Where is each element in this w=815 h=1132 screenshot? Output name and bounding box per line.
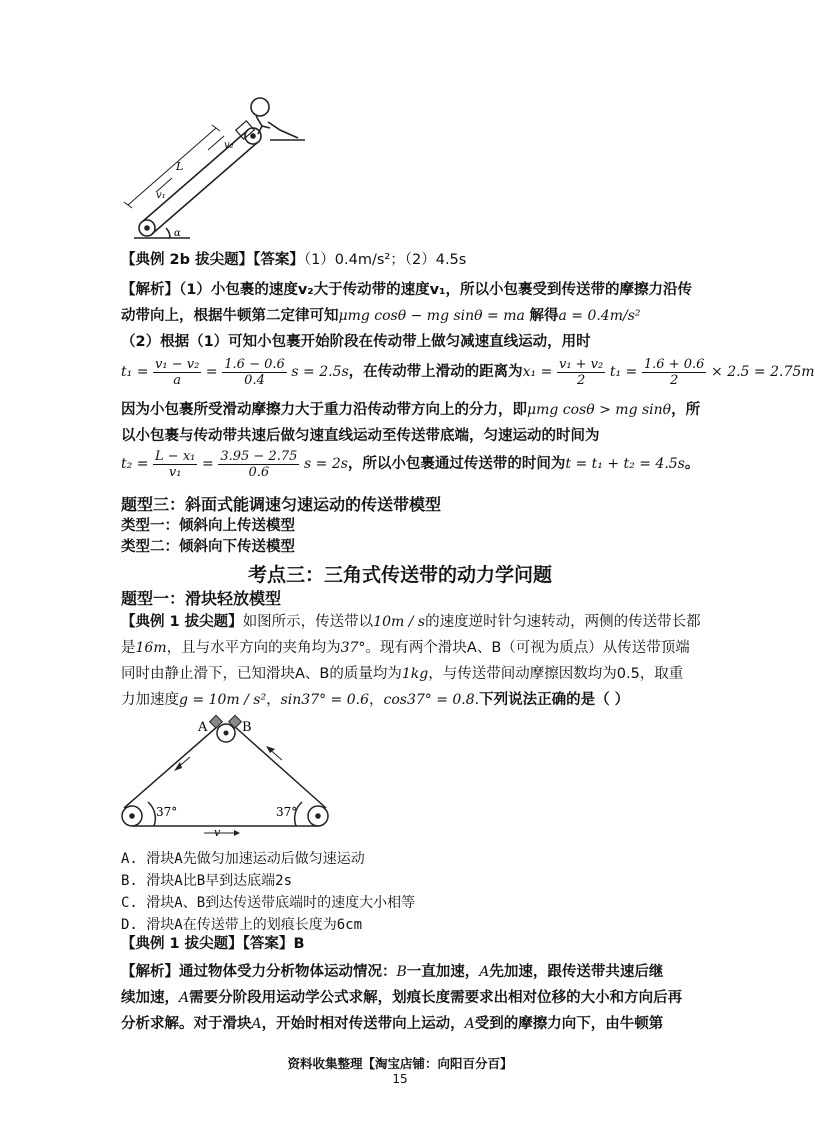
fig1-label-v2: v₂ — [224, 140, 234, 151]
types3-title: 题型三：斜面式能调速匀速运动的传送带模型 — [121, 495, 442, 514]
sol2b-frac4 — [642, 357, 707, 388]
k3-title: 考点三：三角式传送带的动力学问题 — [247, 564, 552, 586]
fig2-label-v: v — [214, 826, 221, 839]
fig1-label-v1: v₁ — [156, 190, 166, 201]
sol2b-frac1 — [153, 357, 201, 388]
sol2b-frac6 — [218, 449, 299, 480]
q1-sin: sin37° = 0.6 — [280, 692, 369, 708]
sol2b-text1: （1）小包裹的速度v₂大于传动带的速度v₁，所以小包裹受到传送带的摩擦力沿传 — [179, 282, 692, 298]
incline-conveyor-figure — [120, 90, 310, 245]
sol1-text3c: 受到的摩擦力向下，由牛顿第 — [474, 1016, 664, 1032]
q1-text4: 力加速度 — [121, 692, 179, 708]
sol1-var-a3: A — [251, 1016, 262, 1032]
option-d[interactable]: D. 滑块A在传送带上的划痕长度为6cm — [121, 917, 363, 933]
sol1-text3: 分析求解。对于滑块 — [121, 1016, 252, 1032]
frac3-den: 2 — [576, 372, 586, 388]
frac5-num: L − x₁ — [155, 448, 196, 464]
sol1-text1c: 先加速，跟传送带共速后继 — [489, 964, 664, 980]
frac2-den: 0.4 — [244, 372, 265, 388]
q1-text2: 是 — [121, 640, 136, 656]
sol1-text2: 续加速， — [121, 990, 179, 1006]
q1-comma1: ， — [266, 692, 281, 708]
sol1-text1: 通过物体受力分析物体运动情况： — [179, 964, 397, 980]
frac4-den: 2 — [670, 372, 679, 388]
ex2b-answer: （1）0.4m/s²；（2）4.5s — [303, 252, 467, 268]
fig1-label-alpha: α — [174, 228, 181, 239]
frac6-den: 0.6 — [248, 464, 270, 480]
sol1-line3 — [121, 1014, 663, 1034]
sol2b-solve-word: 解得 — [529, 308, 559, 324]
q1-line2 — [121, 638, 690, 658]
frac6-num: 3.95 − 2.75 — [220, 448, 298, 464]
sol2b-t1-sym: t₁ = — [609, 364, 638, 380]
q1-line4 — [121, 690, 629, 710]
sol2b-x1-label: x₁ = — [522, 364, 553, 380]
q1-comma2: ， — [369, 692, 384, 708]
fig2-angle-left: 37° — [156, 805, 178, 819]
sol2b-t2-label: t₂ = — [121, 456, 149, 472]
sol2b-frac2 — [222, 357, 287, 388]
page-number: 15 — [392, 1072, 408, 1086]
sol2b-line3 — [121, 332, 591, 352]
fig1-label-l: L — [176, 160, 184, 173]
q1-answer-label: 【典例 1 拔尖题】【答案】 — [121, 936, 294, 952]
sol2b-text5b: ，所 — [671, 402, 701, 418]
frac1-num: v₁ − v₂ — [155, 356, 200, 372]
types3-type2: 类型二：倾斜向下传送模型 — [121, 539, 295, 555]
option-c[interactable]: C. 滑块A、B到达传送带底端时的速度大小相等 — [121, 895, 416, 911]
sol2b-frac3 — [557, 357, 605, 388]
q1-mass: 1kg — [401, 666, 429, 682]
sol2b-line4 — [121, 356, 815, 388]
q1-answer-value: B — [293, 936, 305, 952]
fig2-label-a: A — [198, 720, 208, 735]
sol1-text1b: 一直加速， — [406, 964, 480, 980]
q1-label: 【典例 1 拔尖题】 — [121, 614, 243, 630]
q1-text3b: ，与传送带间动摩擦因数均为0.5，取重 — [428, 666, 684, 682]
sol2b-eq-sign2: = — [201, 456, 214, 472]
footer-text: 资料收集整理【淘宝店铺：向阳百分百】 — [287, 1056, 513, 1071]
sol1-var-a2: A — [179, 990, 190, 1006]
q1-speed: 10m / s — [373, 614, 426, 630]
option-a[interactable]: A. 滑块A先做匀加速运动后做匀速运动 — [121, 851, 365, 867]
sol2b-label: 【解析】 — [121, 282, 179, 298]
sol1-line2 — [121, 988, 682, 1008]
frac2-num: 1.6 − 0.6 — [224, 356, 285, 372]
sol2b-result1: a = 0.4m/s² — [558, 308, 641, 324]
q1-angle: 37° — [340, 640, 366, 656]
q1-prompt: 下列说法正确的是（ ） — [479, 692, 630, 708]
frac1-den: a — [173, 372, 182, 388]
sol2b-equation1: μmg cosθ − mg sinθ = ma — [338, 308, 525, 324]
sol2b-inequality: μmg cosθ > mg sinθ — [527, 402, 672, 418]
sol1-line1 — [121, 962, 663, 982]
sol2b-period: 。 — [684, 456, 700, 472]
sol2b-line2 — [121, 306, 641, 326]
q1-text3: 同时由静止滑下，已知滑块A、B的质量均为 — [121, 666, 402, 682]
q1-answer-line — [121, 934, 305, 954]
sol2b-total-result: t = t₁ + t₂ = 4.5s — [565, 456, 685, 472]
frac4-num: 1.6 + 0.6 — [643, 356, 705, 372]
sol2b-text2: 动带向上，根据牛顿第二定律可知 — [121, 308, 339, 324]
option-b[interactable]: B. 滑块A比B早到达底端2s — [121, 873, 293, 889]
sol2b-line1 — [121, 280, 692, 300]
q1-gravity: g = 10m / s² — [179, 692, 267, 708]
frac5-den: v₁ — [168, 464, 182, 480]
types3-type1: 类型一：倾斜向上传送模型 — [121, 518, 295, 534]
q1-type-title: 题型一：滑块轻放模型 — [121, 589, 282, 608]
sol1-var-a4: A — [464, 1016, 475, 1032]
q1-text1b: 的速度逆时针匀速转动，两侧的传送带长都 — [425, 614, 701, 630]
sol1-var-a: A — [479, 964, 490, 980]
sol2b-t2-result: s = 2s — [304, 456, 348, 472]
q1-line1 — [121, 612, 701, 632]
fig2-label-b: B — [242, 720, 252, 735]
sol1-label: 【解析】 — [121, 964, 179, 980]
sol2b-frac5 — [153, 449, 197, 480]
sol2b-text5: 因为小包裹所受滑动摩擦力大于重力沿传动带方向上的分力，即 — [121, 402, 527, 418]
sol2b-total-text: ，所以小包裹通过传送带的时间为 — [347, 456, 566, 472]
ex2b-title: 【典例 2b 拔尖题】【答案】 — [121, 252, 304, 268]
sol2b-line5 — [121, 400, 700, 420]
sol2b-text3: （2）根据（1）可知小包裹开始阶段在传动带上做匀减速直线运动，用时 — [121, 334, 591, 350]
fig2-angle-right: 37° — [276, 805, 298, 819]
triangle-conveyor-figure — [118, 712, 338, 838]
frac3-num: v₁ + v₂ — [558, 356, 604, 372]
sol2b-text6: 以小包裹与传动带共速后做匀速直线运动至传送带底端，匀速运动的时间为 — [121, 428, 600, 444]
q1-cos: cos37° = 0.8. — [383, 692, 480, 708]
sol2b-t1-result: s = 2.5s — [291, 364, 349, 380]
sol1-text3b: ，开始时相对传送带向上运动， — [261, 1016, 465, 1032]
sol2b-t1-label: t₁ = — [121, 364, 149, 380]
sol2b-line7 — [121, 448, 699, 480]
sol1-text2b: 需要分阶段用运动学公式求解，划痕长度需要求出相对位移的大小和方向后再 — [189, 990, 683, 1006]
q1-line3 — [121, 664, 683, 684]
sol2b-line6 — [121, 426, 600, 446]
ex2b-answer-line — [121, 250, 466, 270]
q1-text2b: ，且与水平方向的夹角均为 — [166, 640, 341, 656]
q1-text1: 如图所示，传送带以 — [242, 614, 374, 630]
sol2b-x1-result: × 2.5 = 2.75m — [711, 364, 815, 380]
sol2b-eq-sign: = — [205, 364, 218, 380]
sol1-var-b: B — [396, 964, 407, 980]
sol2b-distance-text: ，在传动带上滑动的距离为 — [348, 364, 523, 380]
q1-length: 16m — [135, 640, 167, 656]
q1-text2c: 。现有两个滑块A、B（可视为质点）从传送带顶端 — [365, 640, 690, 656]
